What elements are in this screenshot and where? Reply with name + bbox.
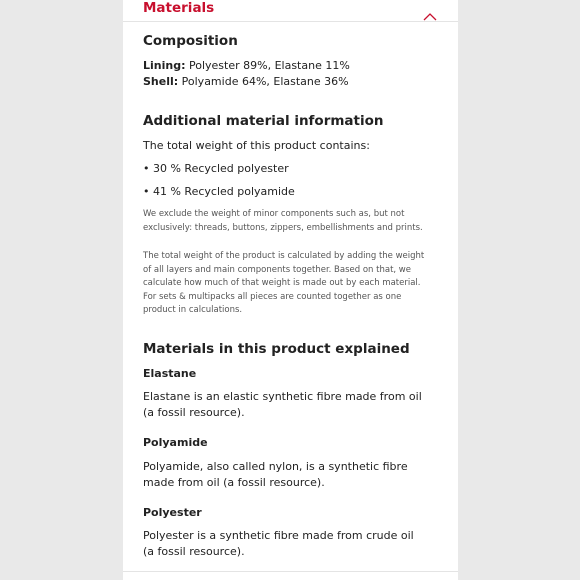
lining-value: Polyester 89%, Elastane 11% [189,59,350,72]
chevron-up-icon[interactable] [423,6,437,14]
recycled-item: • 41 % Recycled polyamide [143,185,295,198]
material-name-polyamide: Polyamide [143,436,208,449]
exclusion-note: We exclude the weight of minor components such as, but not exclusively: threads, buttons, zippers, embellishments and prints. [143,209,423,233]
material-name-polyester: Polyester [143,506,202,519]
weight-intro: The total weight of this product contains: [143,139,370,152]
recycled-item: • 30 % Recycled polyester [143,162,289,175]
materials-panel [123,0,458,580]
materials-explained-heading: Materials in this product explained [143,341,410,357]
additional-info-heading: Additional material information [143,113,384,129]
material-description-polyamide: Polyamide, also called nylon, is a synthetic fibre made from oil (a fossil resource). [143,460,408,489]
materials-accordion-header[interactable] [123,0,458,22]
section-title: Materials [143,0,215,16]
material-description-polyester: Polyester is a synthetic fibre made from crude oil (a fossil resource). [143,529,414,558]
shell-composition [143,74,443,90]
lining-label: Lining: [143,59,186,72]
shell-label: Shell: [143,75,179,88]
material-name-elastane: Elastane [143,367,197,380]
composition-heading: Composition [143,33,238,49]
lining-composition [143,58,443,74]
material-description-elastane: Elastane is an elastic synthetic fibre made from oil (a fossil resource). [143,390,422,419]
shell-value: Polyamide 64%, Elastane 36% [181,75,349,88]
calculation-note: The total weight of the product is calculated by adding the weight of all layers and main components together. Based on that, we calculate how much of that weight is made out by each material. For sets & multipacks all pieces are counted together as one product in calculations. [143,251,425,315]
divider [123,571,458,572]
